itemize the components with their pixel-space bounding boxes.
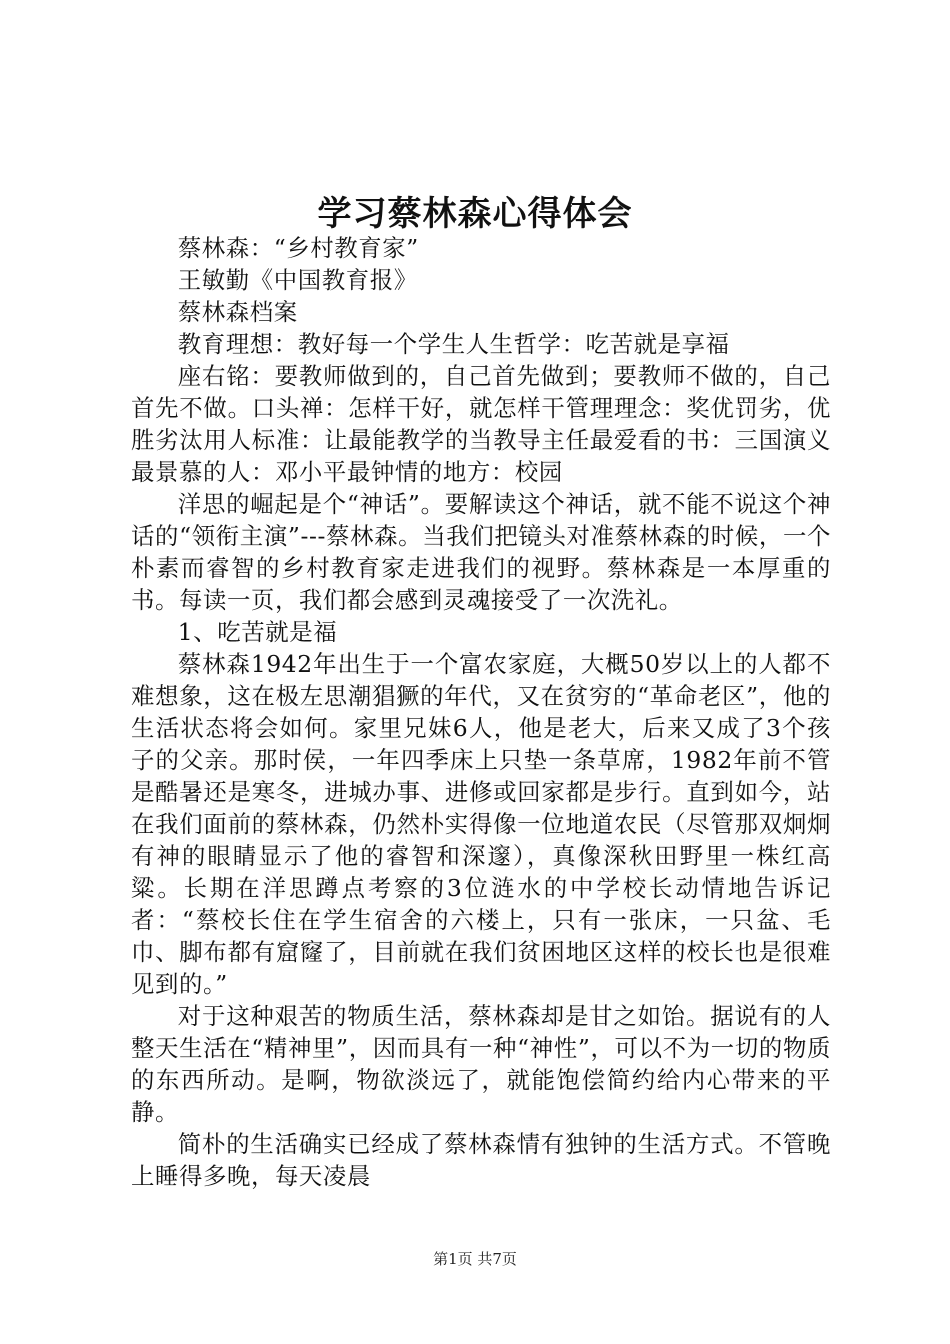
document-body [131,232,831,1192]
paragraph: 简朴的生活确实已经成了蔡林森情有独钟的生活方式。不管晚上睡得多晚，每天凌晨 [131,1130,831,1190]
paragraph: 教育理想：教好每一个学生人生哲学：吃苦就是享福 [177,330,730,358]
page-title: 学习蔡林森心得体会 [317,194,633,234]
paragraph: 座右铭：要教师做到的，自己首先做到；要教师不做的，自己首先不做。口头禅：怎样干好，就怎样干管理理念：奖优罚劣，优胜劣汰用人标准：让最能教学的当教导主任最爱看的书：三国演义最景慕的人：邓小平最钟情的地方：校园 [131,362,831,486]
paragraph: 蔡林森：“乡村教育家” [177,234,419,262]
paragraph: 蔡林森档案 [177,298,298,326]
paragraph: 对于这种艰苦的物质生活，蔡林森却是甘之如饴。据说有的人整天生活在“精神里”，因而具有一种“神性”，可以不为一切的物质的东西所动。是啊，物欲淡远了，就能饱偿简约给内心带来的平静。 [131,1002,831,1126]
paragraph: 洋思的崛起是个“神话”。要解读这个神话，就不能不说这个神话的“领衔主演”---蔡林森。当我们把镜头对准蔡林森的时候，一个朴素而睿智的乡村教育家走进我们的视野。蔡林森是一本厚重的书。每读一页，我们都会感到灵魂接受了一次洗礼。 [131,490,831,614]
paragraph: 王敏勤《中国教育报》 [177,266,418,294]
paragraph: 蔡林森1942年出生于一个富农家庭，大概50岁以上的人都不难想象，这在极左思潮猖獗的年代，又在贫穷的“革命老区”，他的生活状态将会如何。家里兄妹6人，他是老大，后来又成了3个孩子的父亲。那时侯，一年四季床上只垫一条草席，1982年前不管是酷暑还是寒冬，进城办事、进修或回家都是步行。直到如今，站在我们面前的蔡林森，仍然朴实得像一位地道农民（尽管那双炯炯有神的眼睛显示了他的睿智和深邃），真像深秋田野里一株红高粱。长期在洋思蹲点考察的3位涟水的中学校长动情地告诉记者：“蔡校长住在学生宿舍的六楼上，只有一张床，一只盆、毛巾、脚布都有窟窿了，目前就在我们贫困地区这样的校长也是很难见到的。” [131,650,831,998]
section-heading: 1、吃苦就是福 [177,618,338,646]
page-footer: 第1页 共7页 [433,1250,517,1268]
